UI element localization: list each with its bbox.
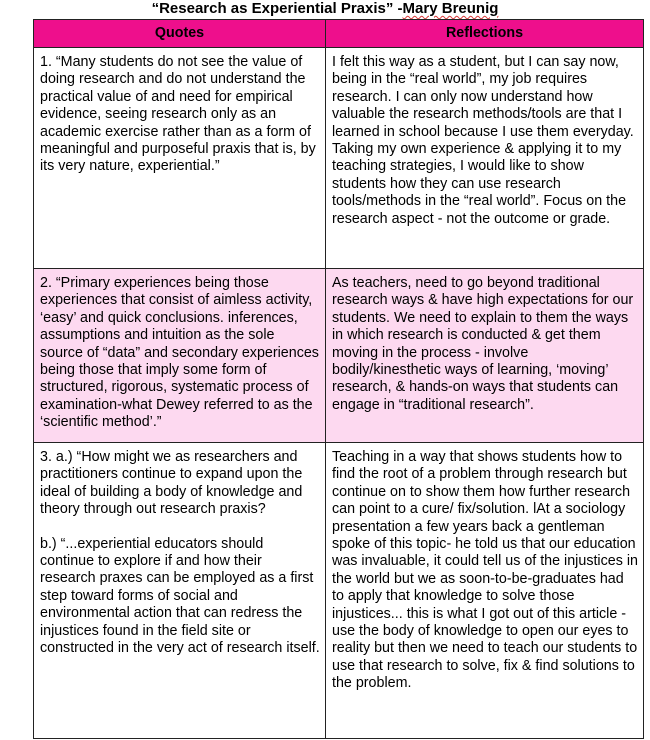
title-main: “Research as Experiential Praxis” - <box>151 0 403 17</box>
quote-cell-1: 1. “Many students do not see the value of doing research and do not understand the practical value of and need for empirical evidence, seeing research only as an academic exercise rather than as a form of meaningful and purposeful praxis that is, by its very nature, experiential.” <box>34 48 326 269</box>
quote-cell-2: 2. “Primary experiences being those experiences that consist of aimless activity, ‘easy’ and quick conclusions. inferences, assumptions and intuition as the sole source of “data” and secondary experiences being those that imply some form of structured, rigorous, systematic process of examination-what Dewey referred to as the ‘scientific method’.” <box>34 269 326 443</box>
table-row <box>34 269 644 443</box>
header-quotes: Quotes <box>34 20 326 48</box>
title-author: Mary Breunig <box>402 0 499 17</box>
reflection-cell-2: As teachers, need to go beyond traditional research ways & have high expectations for our students. We need to explain to them the ways in which research is conducted & get them moving in the process - involve bodily/kinesthetic ways of learning, ‘moving’ research, & hands-on ways that students can engage in “traditional research”. <box>326 269 644 443</box>
document-title <box>0 0 650 18</box>
table-row <box>34 443 644 739</box>
reflection-cell-1: I felt this way as a student, but I can say now, being in the “real world”, my job requires research. I can only now understand how valuable the research methods/tools are that I learned in school because I use them everyday. Taking my own experience & applying it to my teaching strategies, I would like to show students how they can use research tools/methods in the “real world”. Focus on the research aspect - not the outcome or grade. <box>326 48 644 269</box>
quote-3b: b.) “...experiential educators should continue to explore if and how their research praxes can be employed as a first step toward forms of social and environmental action that can redress the injustices found in the field site or constructed in the very act of research itself. <box>40 535 320 657</box>
reflection-cell-3: Teaching in a way that shows students how to find the root of a problem through research but continue on to show them how further research can point to a cure/ fix/solution. lAt a sociology presentation a few years back a gentleman spoke of this topic- he told us that our education was invaluable, it could tell us of the injustices in the world but we as soon-to-be-graduates had to apply that knowledge to solve those injustices... this is what I got out of this article - use the body of knowledge to open our eyes to reality but then we need to teach our students to use that research to solve, fix & find solutions to the problem. <box>326 443 644 739</box>
quotes-reflections-table <box>33 19 644 739</box>
quote-3a: 3. a.) “How might we as researchers and practitioners continue to expand upon the ideal of building a body of knowledge and theory through out research praxis? <box>40 449 303 518</box>
quote-cell-3 <box>34 443 326 739</box>
table-row <box>34 48 644 269</box>
header-reflections: Reflections <box>326 20 644 48</box>
header-row <box>34 20 644 48</box>
